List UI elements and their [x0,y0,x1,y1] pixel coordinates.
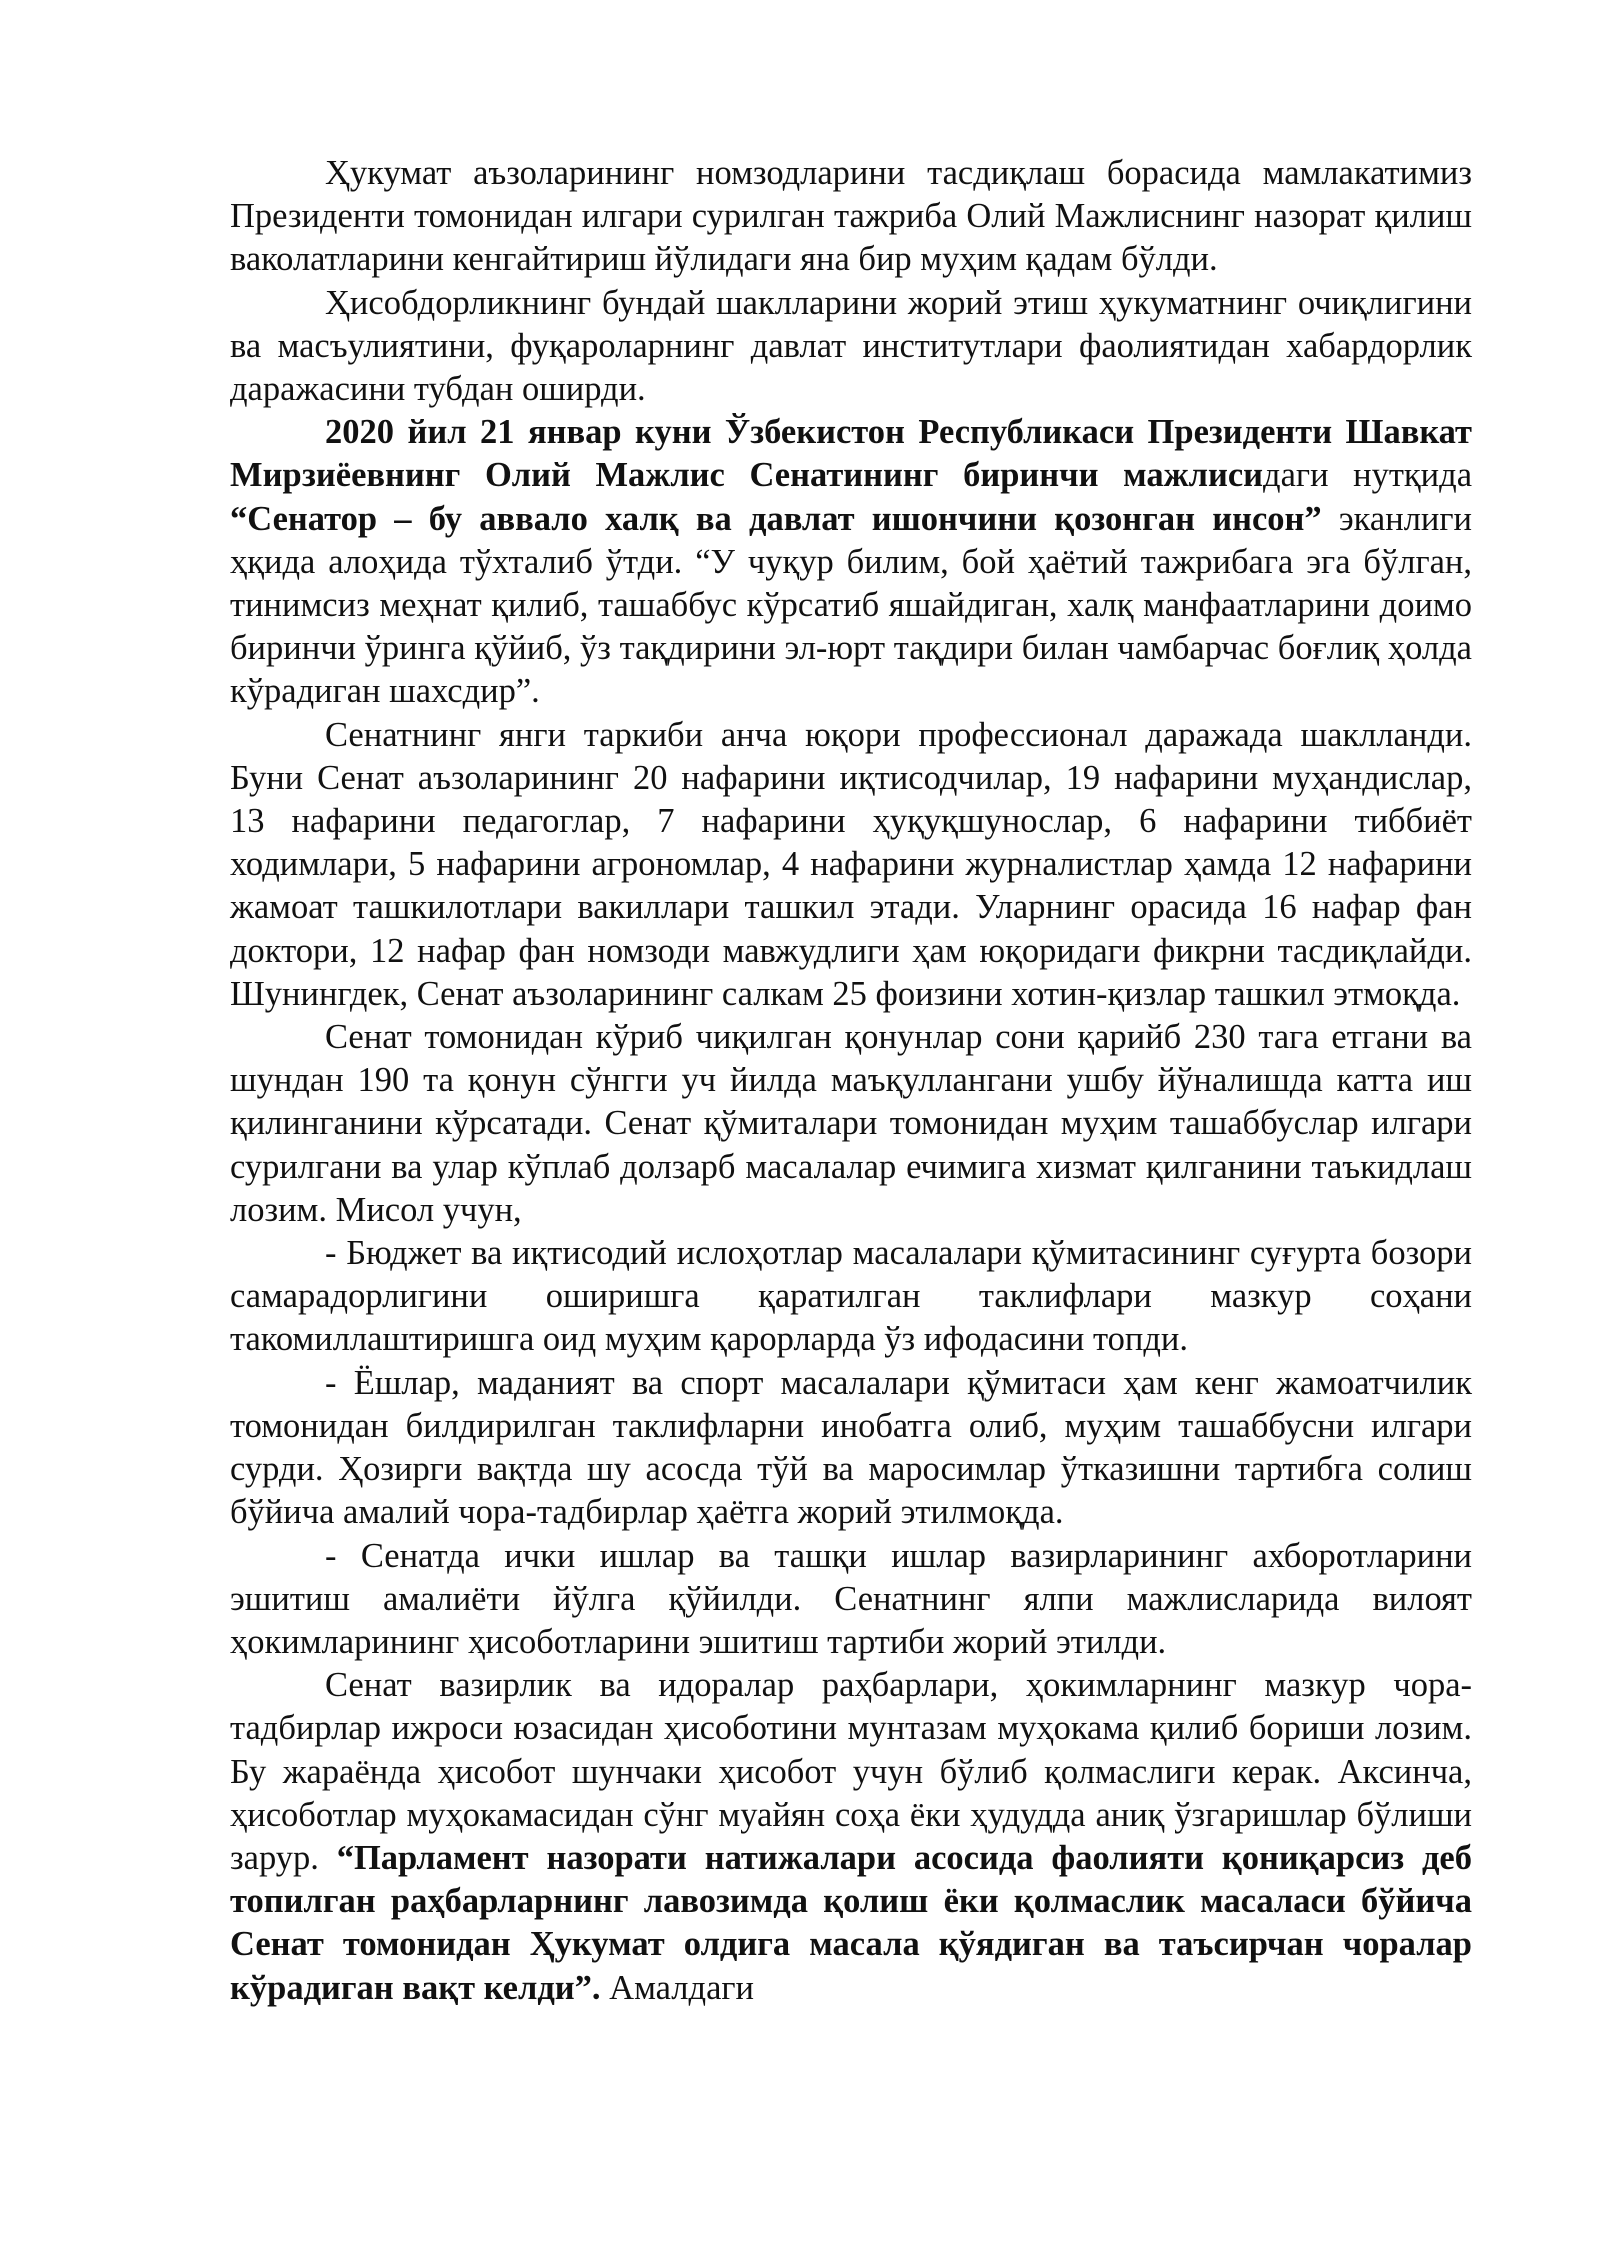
bold-quote: “Сенатор – бу аввало халқ ва давлат ишончини қозонган инсон” [230,499,1322,538]
paragraph-text: - Бюджет ва иқтисодий ислоҳотлар масалалари қўмитасининг суғурта бозори самарадорлигини оширишга қаратилган таклифлари мазкур соҳани такомиллаштиришга оид муҳим қарорларда ўз ифодасини топди. [230,1234,1472,1359]
paragraph-text: - Ёшлар, маданият ва спорт масалалари қўмитаси ҳам кенг жамоатчилик томонидан билдирилган таклифларни инобатга олиб, муҳим ташаббусни илгари сурди. Ҳозирги вақтда шу асосда тўй ва маросимлар ўтказишни тартибга солиш бўйича амалий чора-тадбирлар ҳаётга жорий этилмоқда. [230,1363,1472,1532]
paragraph-text: - Сенатда ички ишлар ва ташқи ишлар вазирларининг ахборотларини эшитиш амалиёти йўлга қўйилди. Сенатнинг ялпи мажлисларида вилоят ҳокимларининг ҳисоботларини эшитиш тартиби жорий этилди. [230,1536,1472,1661]
paragraph-2 [230,282,1472,412]
paragraph-text: эканлиги ҳқида алоҳида тўхталиб ўтди. “У чуқур билим, бой ҳаётий тажрибага эга бўлган, тинимсиз меҳнат қилиб, ташаббус кўрсатиб яшайдиган, халқ манфаатларини доимо биринчи ўринга қўйиб, ўз тақдирини эл-юрт тақдири билан чамбарчас боғлиқ ҳолда кўрадиган шахсдир”. [230,499,1472,711]
paragraph-5 [230,1016,1472,1232]
bold-text: 2020 йил 21 январ куни Ўзбекистон Республикаси Президенти Шавкат Мирзиёевнинг Олий Мажлис Сенатининг биринчи мажлиси [230,413,1472,495]
document-page [230,152,1472,2010]
paragraph-1 [230,152,1472,282]
paragraph-text: Амалдаги [600,1968,754,2007]
paragraph-3 [230,411,1472,713]
paragraph-text: Сенат вазирлик ва идоралар раҳбарлари, ҳокимларнинг мазкур чора-тадбирлар ижроси юзасидан ҳисоботини мунтазам муҳокама қилиб бориши лозим. Бу жараёнда ҳисобот шунчаки ҳисобот учун бўлиб қолмаслиги керак. Аксинча, ҳисоботлар муҳокамасидан сўнг муайян соҳа ёки ҳудудда аниқ ўзгаришлар бўлиши зарур. [230,1666,1472,1877]
paragraph-6 [230,1232,1472,1362]
paragraph-7 [230,1362,1472,1535]
paragraph-text: Ҳисобдорликнинг бундай шаклларини жорий этиш ҳукуматнинг очиқлигини ва масъулиятини, фуқароларнинг давлат институтлари фаолиятидан хабардорлик даражасини тубдан оширди. [230,283,1472,409]
paragraph-text: даги нутқида [1263,456,1473,495]
paragraph-4 [230,714,1472,1016]
paragraph-text: Ҳукумат аъзоларининг номзодларини тасдиқлаш борасида мамлакатимиз Президенти томонидан илгари сурилган тажриба Олий Мажлиснинг назорат қилиш ваколатларини кенгайтириш йўлидаги яна бир муҳим қадам бўлди. [230,154,1472,279]
paragraph-8 [230,1535,1472,1665]
paragraph-text: Сенатнинг янги таркиби анча юқори профессионал даражада шаклланди. Буни Сенат аъзоларининг 20 нафарини иқтисодчилар, 19 нафарини муҳандислар, 13 нафарини педагоглар, 7 нафарини ҳуқуқшунослар, 6 нафарини тиббиёт ходимлари, 5 нафарини агрономлар, 4 нафарини журналистлар ҳамда 12 нафарини жамоат ташкилотлари вакиллари ташкил этади. Уларнинг орасида 16 нафар фан доктори, 12 нафар фан номзоди мавжудлиги ҳам юқоридаги фикрни тасдиқлайди. Шунингдек, Сенат аъзоларининг салкам 25 фоизини хотин-қизлар ташкил этмоқда. [230,715,1472,1013]
paragraph-9 [230,1664,1472,2010]
bold-quote: “Парламент назорати натижалари асосида фаолияти қониқарсиз деб топилган раҳбарларнинг лавозимда қолиш ёки қолмаслик масаласи бўйича Сенат томонидан Ҳукумат олдига масала қўядиган ва таъсирчан чоралар кўрадиган вақт келди”. [230,1838,1472,2007]
paragraph-text: Сенат томонидан кўриб чиқилган қонунлар сони қарийб 230 тага етгани ва шундан 190 та қонун сўнгги уч йилда маъқуллангани ушбу йўналишда катта иш қилинганини кўрсатади. Сенат қўмиталари томонидан муҳим ташаббуслар илгари сурилгани ва улар кўплаб долзарб масалалар ечимига хизмат қилганини таъкидлаш лозим. Мисол учун, [230,1018,1472,1229]
